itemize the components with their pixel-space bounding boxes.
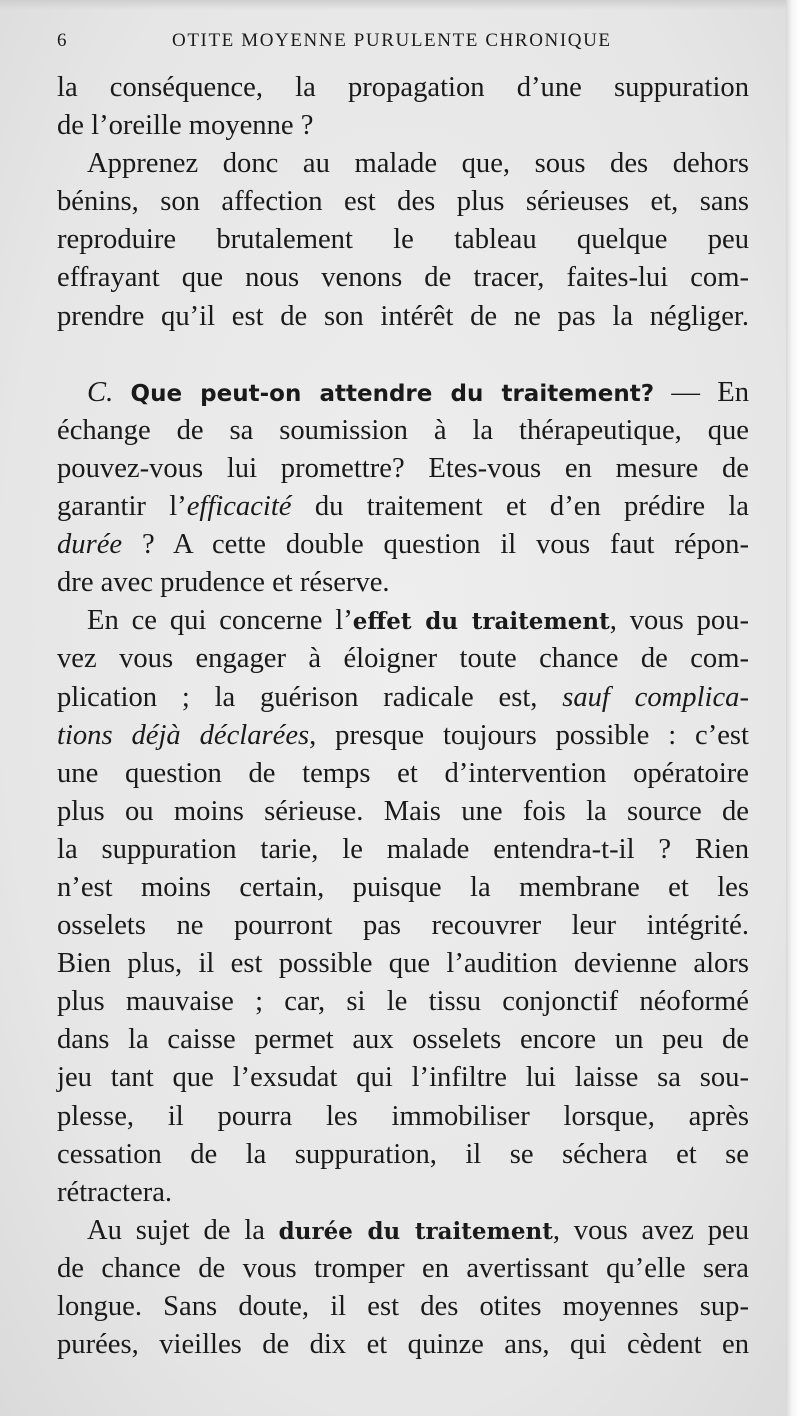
text-line: durée ? A cette double question il vous faut répon- <box>57 529 749 561</box>
text-line: effrayant que nous venons de tracer, faites-lui com- <box>57 262 749 294</box>
text-line: pouvez-vous lui promettre? Etes-vous en mesure de <box>57 452 749 484</box>
section-spacing <box>57 336 749 374</box>
text-line: garantir l’efficacité du traitement et d’en prédire la <box>57 491 749 523</box>
italic-term: tions déjà déclarées <box>57 719 310 751</box>
text-line: plus mauvaise ; car, si le tissu conjonctif néoformé <box>57 986 749 1018</box>
text-line: échange de sa soumission à la thérapeutique, que <box>57 414 749 446</box>
bold-term: effet du traitement <box>352 608 610 636</box>
body-text <box>57 69 749 1364</box>
text-line: de l’oreille moyenne ? <box>57 110 314 142</box>
text-line: cessation de la suppuration, il se séchera et se <box>57 1138 749 1170</box>
italic-term: efficacité <box>186 491 292 523</box>
text-line: plus ou moins sérieuse. Mais une fois la source de <box>57 795 749 827</box>
text-line: longue. Sans doute, il est des otites moyennes sup- <box>57 1291 749 1322</box>
text-line: purées, vieilles de dix et quinze ans, qui cèdent en <box>57 1329 749 1361</box>
running-title: OTITE MOYENNE PURULENTE CHRONIQUE <box>172 30 612 51</box>
text-line: dans la caisse permet aux osselets encore un peu de <box>57 1024 749 1056</box>
text-line: reproduire brutalement le tableau quelque peu <box>57 224 749 256</box>
running-header <box>57 30 757 56</box>
page-number: 6 <box>57 30 68 51</box>
text-line: jeu tant que l’exsudat qui l’infiltre lui laisse sa sou- <box>57 1062 749 1094</box>
text-line: plesse, il pourra les immobiliser lorsque, après <box>57 1100 749 1132</box>
paragraph-start-line: Apprenez donc au malade que, sous des dehors <box>87 148 749 180</box>
text-line: n’est moins certain, puisque la membrane et les <box>57 871 749 903</box>
section-heading: Que peut-on attendre du traitement? <box>130 380 655 407</box>
text-line: une question de temps et d’intervention opératoire <box>57 757 749 789</box>
text-line: osselets ne pourront pas recouvrer leur intégrité. <box>57 910 749 942</box>
section-heading-line: C. Que peut-on attendre du traitement? — En <box>87 376 750 408</box>
paragraph-start-line: En ce qui concerne l’effet du traitement, vous pou- <box>87 605 749 637</box>
text-line: vez vous engager à éloigner toute chance de com- <box>57 643 749 675</box>
paragraph-start-line: Au sujet de la durée du traitement, vous avez peu <box>87 1214 749 1246</box>
text-line: prendre qu’il est de son intérêt de ne pas la négliger. <box>57 300 749 332</box>
text-line: Bien plus, il est possible que l’audition devienne alors <box>57 948 749 980</box>
page-top-shadow <box>0 0 800 10</box>
text-line: de chance de vous tromper en avertissant qu’elle sera <box>57 1252 749 1284</box>
text-line: tions déjà déclarées, presque toujours possible : c’est <box>57 719 749 751</box>
section-letter: C. <box>87 376 114 408</box>
text-line: dre avec prudence et réserve. <box>57 567 390 599</box>
page-edge <box>786 0 800 1416</box>
text-line: la conséquence, la propagation d’une suppuration <box>57 72 749 103</box>
bold-term: durée du traitement <box>278 1217 553 1245</box>
text-line: rétractera. <box>57 1176 173 1208</box>
text-line: plication ; la guérison radicale est, sauf complica- <box>57 681 749 713</box>
italic-term: sauf complica- <box>562 681 749 713</box>
text-line: la suppuration tarie, le malade entendra-t-il ? Rien <box>57 833 749 865</box>
italic-term: durée <box>57 529 123 561</box>
text-line: bénins, son affection est des plus sérieuses et, sans <box>57 186 749 218</box>
